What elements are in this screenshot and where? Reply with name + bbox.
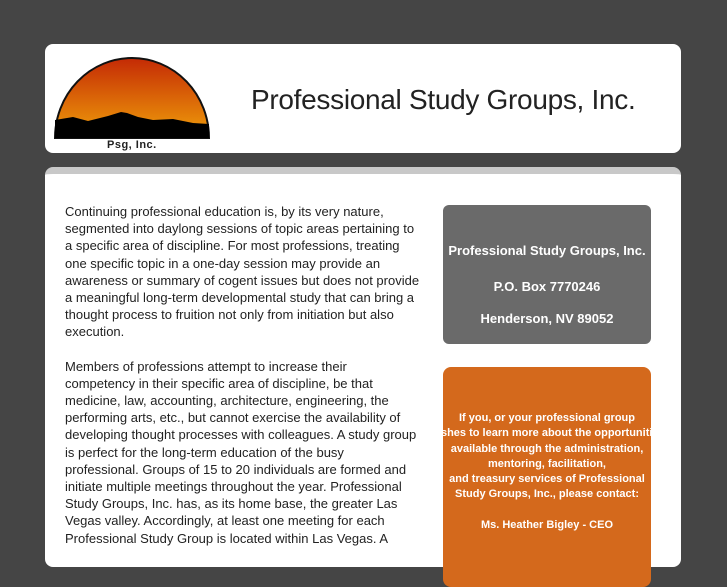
header <box>45 44 681 153</box>
contact-line: available through the administration, <box>450 442 644 455</box>
contact-person: Ms. Heather Bigley - CEO <box>480 518 614 531</box>
po-box: P.O. Box 7770246 <box>493 279 601 294</box>
address-box <box>443 205 651 344</box>
logo-text: Psg, Inc. <box>107 139 157 151</box>
paragraph: Continuing professional education is, by its very nature, segmented into daylong sessions of topic areas pertaining to a specific area of discipline. For most professions, treating one specific topic in a one-day session may provide an awareness or summary of cogent issues but does not provide a meaningful long-term developmental study that can bring a thought process to fruition not only from initiation but also execution. <box>65 204 420 340</box>
city: Henderson, NV 89052 <box>480 311 614 326</box>
contact-line: wishes to learn more about the opportunities <box>429 427 665 440</box>
intro-text <box>65 203 420 564</box>
paragraph: Members of professions attempt to increase their competency in their specific area of discipline, be that medicine, law, accounting, architecture, engineering, the performing arts, etc., but cannot exercise the availability of developing thought processes with colleagues. A study group is perfect for the long-term education of the busy professional. Groups of 15 to 20 individuals are formed and initiate multiple meetings throughout the year. Professional Study Groups, Inc. has, as its home base, the greater Las Vegas valley. Accordingly, at least one meeting for each Professional Study Group is located within Las Vegas. A <box>65 358 417 546</box>
contact-line: If you, or your professional group <box>458 412 635 424</box>
main-content <box>45 167 681 567</box>
contact-line: Study Groups, Inc., please contact: <box>455 488 639 501</box>
contact-line: and treasury services of Professional <box>449 473 645 486</box>
site-title: Professional Study Groups, Inc. <box>251 84 636 115</box>
contact-line: mentoring, facilitation, <box>488 457 606 470</box>
logo-sunset-icon <box>53 50 211 150</box>
contact-box <box>429 367 665 587</box>
company-name: Professional Study Groups, Inc. <box>448 243 646 258</box>
